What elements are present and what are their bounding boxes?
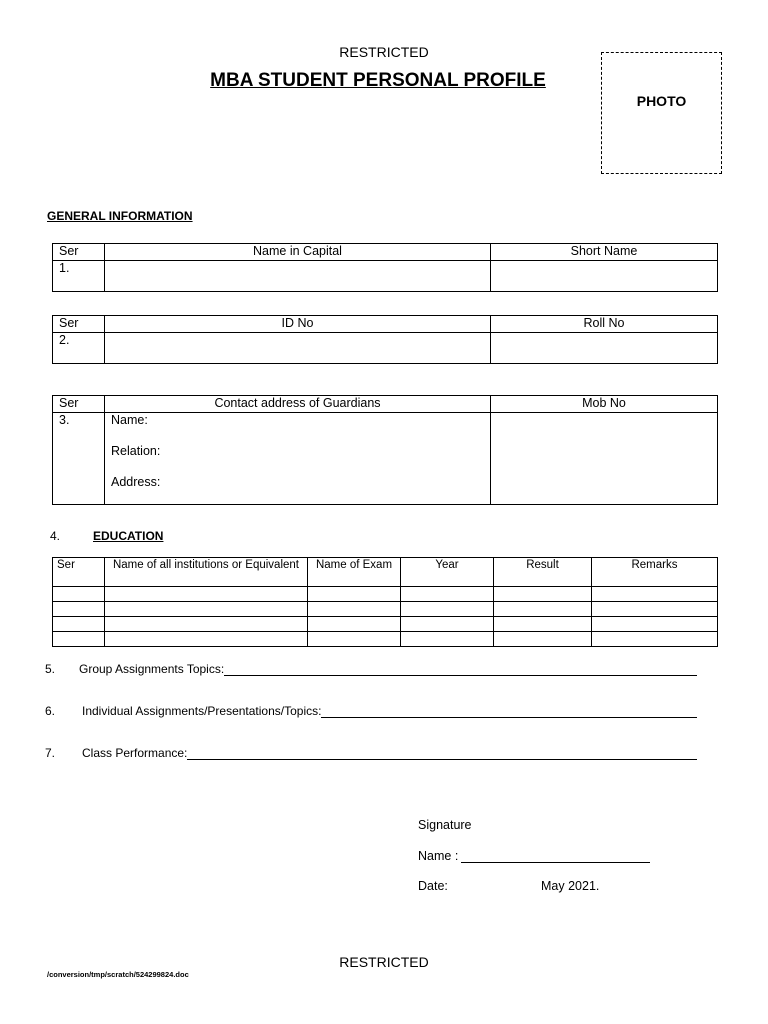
edu-ser-header: Ser bbox=[53, 558, 105, 587]
page-title: MBA STUDENT PERSONAL PROFILE bbox=[210, 70, 546, 91]
class-performance-line bbox=[82, 745, 697, 760]
edu-cell[interactable] bbox=[494, 587, 592, 602]
date-label: Date: bbox=[418, 879, 448, 893]
edu-year-header: Year bbox=[401, 558, 494, 587]
guardian-address-header: Contact address of Guardians bbox=[105, 396, 491, 413]
ser-header: Ser bbox=[53, 396, 105, 413]
short-name-header: Short Name bbox=[491, 244, 718, 261]
photo-placeholder[interactable] bbox=[601, 52, 722, 174]
edu-cell[interactable] bbox=[105, 587, 308, 602]
item-7-number: 7. bbox=[45, 746, 56, 760]
edu-cell[interactable] bbox=[494, 617, 592, 632]
item-5-number: 5. bbox=[45, 662, 56, 676]
short-name-field[interactable] bbox=[491, 261, 718, 292]
edu-cell[interactable] bbox=[592, 602, 718, 617]
ser-header: Ser bbox=[53, 244, 105, 261]
file-path-footer: /conversion/tmp/scratch/524299824.doc bbox=[47, 970, 189, 979]
name-in-capital-field[interactable] bbox=[105, 261, 491, 292]
guardian-address-field[interactable] bbox=[105, 413, 491, 505]
class-performance-label: Class Performance: bbox=[82, 746, 188, 760]
mob-no-header: Mob No bbox=[491, 396, 718, 413]
guardian-address-label: Address: bbox=[111, 475, 161, 489]
name-table bbox=[52, 243, 718, 292]
signature-name-line bbox=[418, 848, 650, 863]
name-in-capital-header: Name in Capital bbox=[105, 244, 491, 261]
photo-label: PHOTO bbox=[636, 93, 687, 109]
restricted-marking-bottom: RESTRICTED bbox=[339, 954, 429, 970]
date-value: May 2021. bbox=[541, 879, 600, 893]
roll-no-field[interactable] bbox=[491, 333, 718, 364]
edu-cell[interactable] bbox=[53, 587, 105, 602]
row-number: 1. bbox=[53, 261, 105, 292]
edu-cell[interactable] bbox=[53, 617, 105, 632]
restricted-marking-top: RESTRICTED bbox=[339, 44, 429, 60]
class-performance-field[interactable] bbox=[187, 745, 697, 760]
row-number: 3. bbox=[53, 413, 105, 505]
education-row bbox=[53, 617, 718, 632]
edu-cell[interactable] bbox=[105, 617, 308, 632]
individual-assignments-label: Individual Assignments/Presentations/Topics: bbox=[82, 704, 322, 718]
mob-no-field[interactable] bbox=[491, 413, 718, 505]
guardian-name-label: Name: bbox=[111, 413, 148, 427]
education-number: 4. bbox=[50, 529, 61, 543]
edu-cell[interactable] bbox=[105, 602, 308, 617]
edu-cell[interactable] bbox=[401, 617, 494, 632]
edu-cell[interactable] bbox=[53, 602, 105, 617]
group-assignments-label: Group Assignments Topics: bbox=[79, 662, 225, 676]
signature-label: Signature bbox=[418, 818, 472, 832]
group-assignments-field[interactable] bbox=[224, 661, 697, 676]
edu-cell[interactable] bbox=[592, 617, 718, 632]
edu-institution-header: Name of all institutions or Equivalent bbox=[105, 558, 308, 587]
id-no-field[interactable] bbox=[105, 333, 491, 364]
edu-cell[interactable] bbox=[401, 602, 494, 617]
edu-cell[interactable] bbox=[308, 632, 401, 647]
row-number: 2. bbox=[53, 333, 105, 364]
edu-cell[interactable] bbox=[592, 632, 718, 647]
individual-assignments-field[interactable] bbox=[321, 703, 697, 718]
individual-assignments-line bbox=[82, 703, 697, 718]
edu-cell[interactable] bbox=[401, 632, 494, 647]
edu-cell[interactable] bbox=[308, 587, 401, 602]
guardian-relation-label: Relation: bbox=[111, 444, 161, 458]
education-table bbox=[52, 557, 718, 647]
education-row bbox=[53, 587, 718, 602]
edu-cell[interactable] bbox=[494, 632, 592, 647]
ser-header: Ser bbox=[53, 316, 105, 333]
education-heading: EDUCATION bbox=[93, 529, 164, 543]
id-table bbox=[52, 315, 718, 364]
id-no-header: ID No bbox=[105, 316, 491, 333]
general-information-heading: GENERAL INFORMATION bbox=[47, 209, 193, 223]
edu-cell[interactable] bbox=[401, 587, 494, 602]
edu-cell[interactable] bbox=[308, 602, 401, 617]
edu-remarks-header: Remarks bbox=[592, 558, 718, 587]
edu-cell[interactable] bbox=[105, 632, 308, 647]
group-assignments-line bbox=[79, 661, 697, 676]
education-row bbox=[53, 602, 718, 617]
education-row bbox=[53, 632, 718, 647]
roll-no-header: Roll No bbox=[491, 316, 718, 333]
edu-result-header: Result bbox=[494, 558, 592, 587]
edu-cell[interactable] bbox=[53, 632, 105, 647]
guardian-table bbox=[52, 395, 718, 505]
edu-cell[interactable] bbox=[494, 602, 592, 617]
signature-name-label: Name : bbox=[418, 849, 459, 863]
edu-cell[interactable] bbox=[308, 617, 401, 632]
edu-cell[interactable] bbox=[592, 587, 718, 602]
item-6-number: 6. bbox=[45, 704, 56, 718]
signature-name-field[interactable] bbox=[461, 848, 650, 863]
edu-exam-header: Name of Exam bbox=[308, 558, 401, 587]
